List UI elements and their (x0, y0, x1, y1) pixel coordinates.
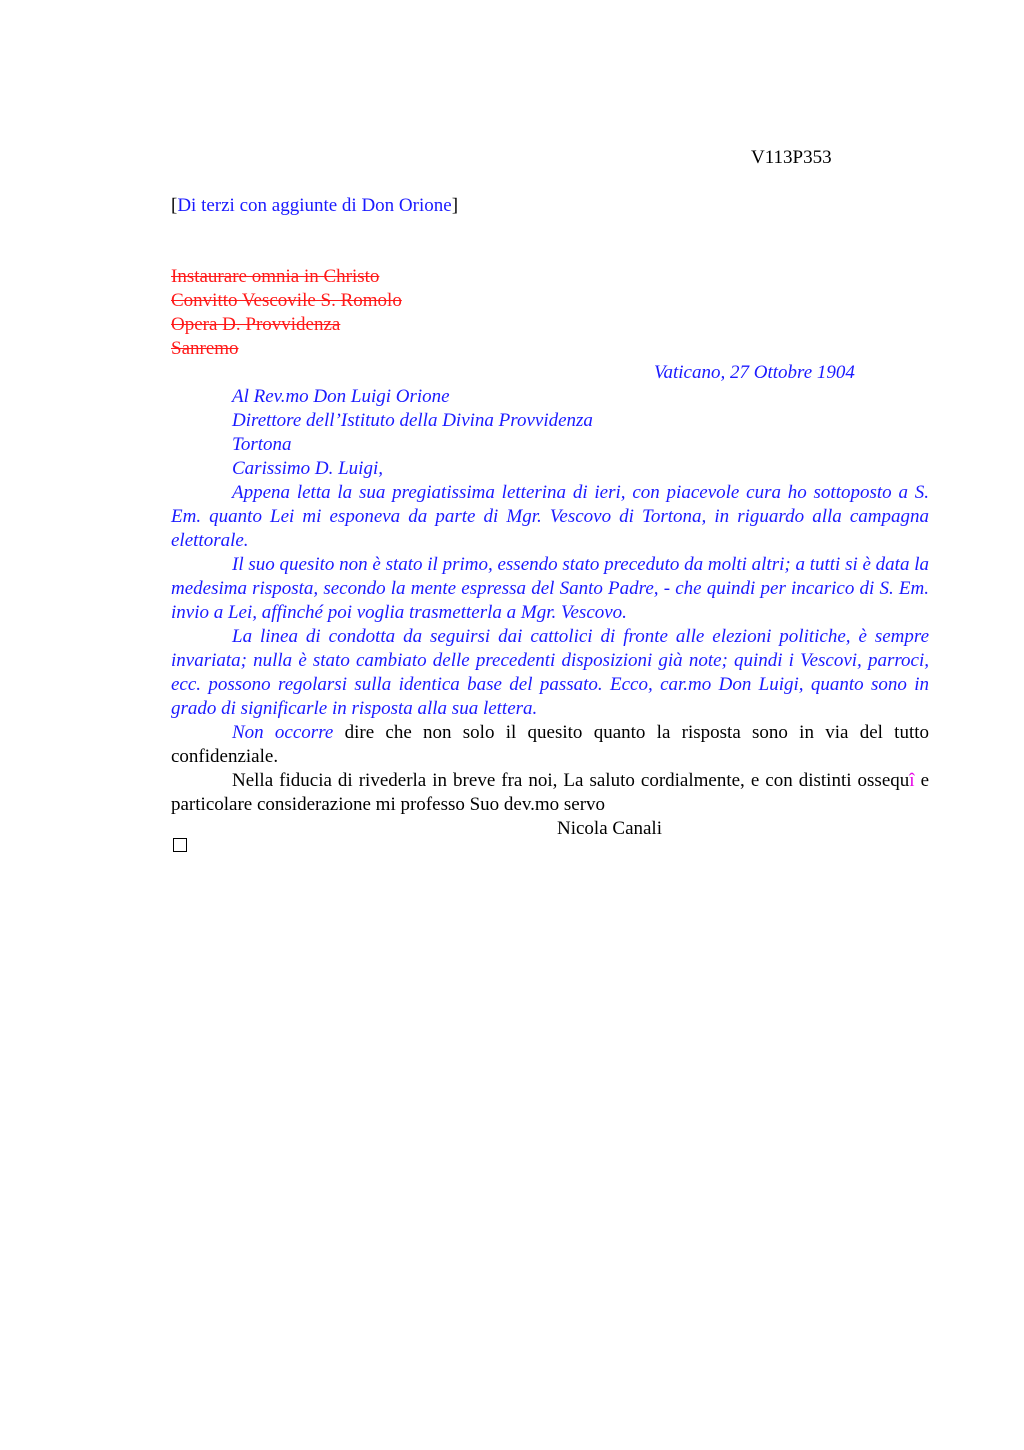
address-line: Direttore dell’Istituto della Divina Provvidenza (232, 410, 593, 431)
address-line: Al Rev.mo Don Luigi Orione (232, 386, 450, 407)
italic-insert: Non occorre (232, 722, 334, 743)
header-note (171, 194, 458, 218)
mixed-paragraph (171, 721, 929, 769)
document-code: V113P353 (751, 147, 832, 168)
header-note-text: Di terzi con aggiunte di Don Orione (177, 195, 452, 216)
closing-text-after: e particolare considerazione mi professo Suo dev.mo servo (171, 770, 929, 815)
open-bracket: [ (171, 195, 178, 216)
highlighted-char: î (909, 770, 915, 791)
closing-paragraph (171, 769, 929, 817)
struck-line: Instaurare omnia in Christo (171, 266, 380, 287)
paragraph: Appena letta la sua pregiatissima letterina di ieri, con piacevole cura ho sottoposto a S. Em. quanto Lei mi esponeva da parte di Mgr. Vescovo di Tortona, in riguardo alla campagna elettorale. (171, 482, 929, 551)
end-box-icon (173, 838, 187, 852)
date-line: Vaticano, 27 Ottobre 1904 (654, 362, 855, 383)
signature: Nicola Canali (557, 818, 662, 839)
salutation: Carissimo D. Luigi, (232, 458, 383, 479)
struck-line: Sanremo (171, 338, 239, 359)
address-line: Tortona (232, 434, 292, 455)
close-bracket: ] (451, 195, 459, 216)
struck-letterhead (171, 265, 402, 361)
struck-line: Opera D. Provvidenza (171, 314, 341, 335)
paragraph: La linea di condotta da seguirsi dai cattolici di fronte alle elezioni politiche, è sempre invariata; nulla è stato cambiato delle precedenti disposizioni già note; quindi i Vescovi, parroci, ecc. possono regolarsi sulla identica base del passato. Ecco, car.mo Don Luigi, quanto sono in grado di significarle in risposta alla sua lettera. (171, 626, 929, 719)
paragraph: Il suo quesito non è stato il primo, essendo stato preceduto da molti altri; a tutti si è data la medesima risposta, secondo la mente espressa del Santo Padre, - che quindi per incarico di S. Em. invio a Lei, affinché poi voglia trasmetterla a Mgr. Vescovo. (171, 554, 929, 623)
closing-text-before: Nella fiducia di rivederla in breve fra noi, La saluto cordialmente, e con distinti ossequ (232, 770, 910, 791)
paragraph-rest: dire che non solo il quesito quanto la risposta sono in via del tutto confidenziale. (171, 722, 930, 767)
letter-body (171, 361, 929, 841)
struck-line: Convitto Vescovile S. Romolo (171, 290, 402, 311)
